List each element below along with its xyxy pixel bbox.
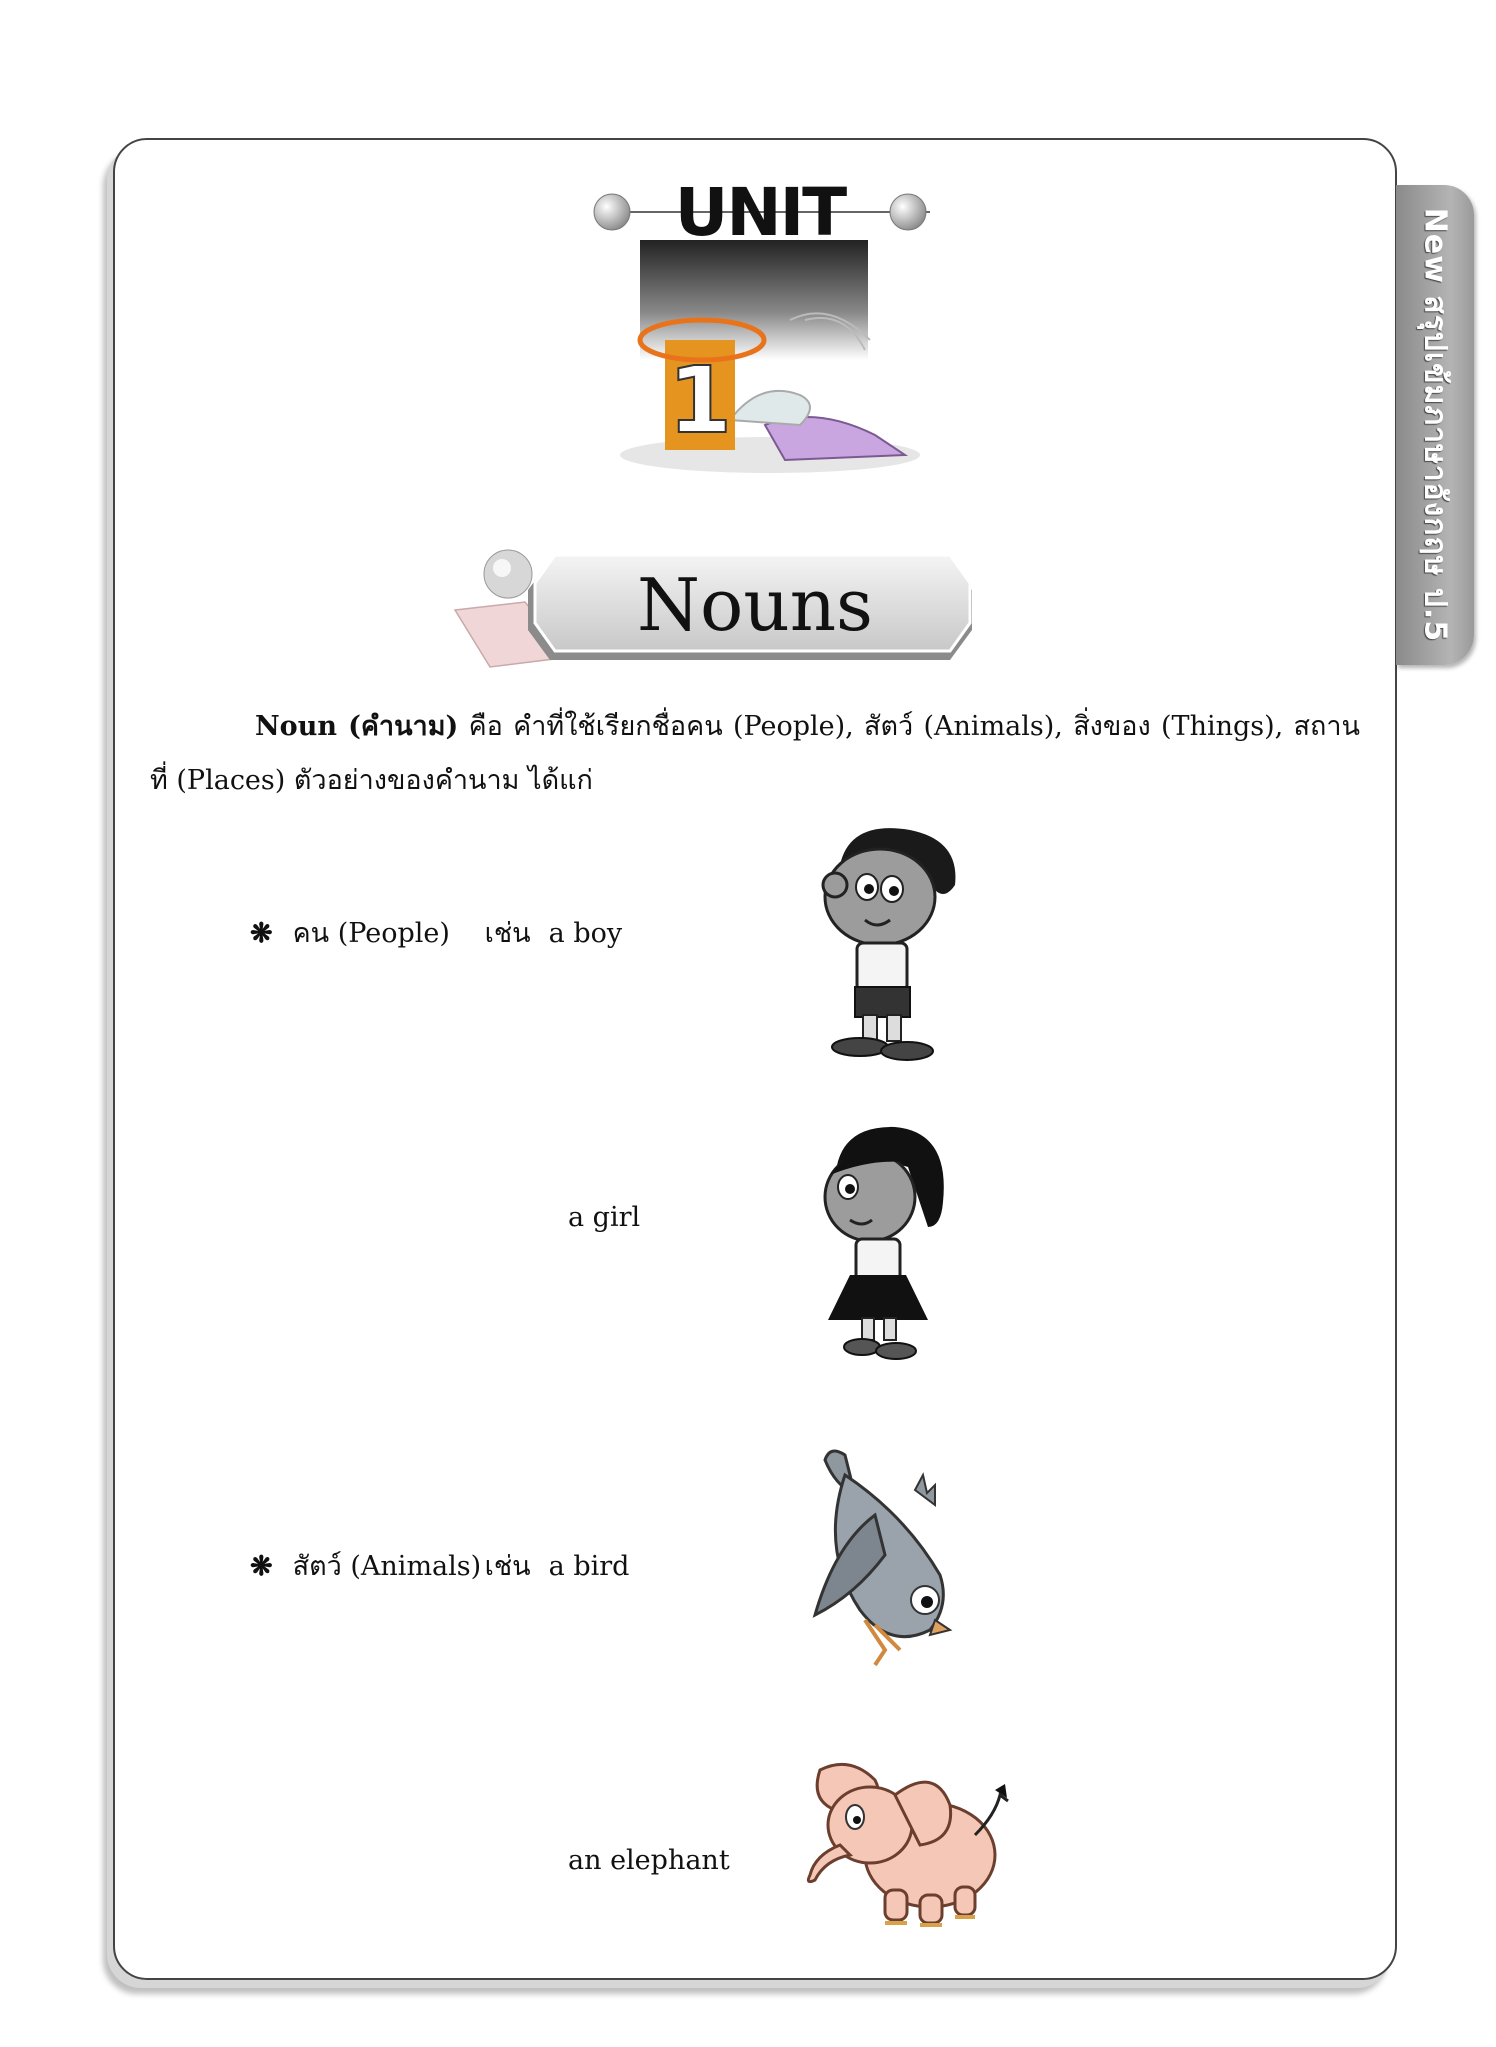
example-row-bird [250, 1544, 629, 1587]
girl-illustration [820, 1125, 945, 1365]
example-row-girl [568, 1202, 640, 1233]
unit-number: 1 [667, 347, 733, 454]
intro-term: Noun (คำนาม) [255, 711, 459, 742]
unit-label: UNIT [674, 174, 846, 251]
side-tab-text: New สรุปเข้มภาษาอังกฤษ ป.5 [1417, 207, 1453, 643]
bullet-star-icon: ❋ [250, 1551, 273, 1582]
category-animals: สัตว์ (Animals) [292, 1551, 482, 1582]
example-row-elephant [568, 1845, 730, 1876]
example-word: an elephant [568, 1845, 730, 1876]
category-people: คน (People) [292, 918, 450, 949]
prefix-chen: เช่น [484, 1551, 531, 1582]
page-title: Nouns [636, 563, 874, 647]
elephant-illustration [800, 1755, 1015, 1935]
example-word: a girl [568, 1202, 641, 1233]
example-row-boy [250, 911, 622, 954]
prefix-chen: เช่น [484, 918, 531, 949]
example-word: a bird [548, 1551, 630, 1582]
unit-graphic [590, 170, 950, 480]
side-tab [1396, 185, 1474, 665]
intro-text: คือ คำที่ใช้เรียกชื่อคน (People), สัตว์ (Animals), สิ่งของ (Things), สถานที่ (Places) ตัวอย่างของคำนาม ได้แก่ [150, 711, 1360, 796]
intro-paragraph [150, 700, 1360, 808]
bullet-star-icon: ❋ [250, 918, 273, 949]
example-word: a boy [548, 918, 623, 949]
bird-illustration [805, 1445, 975, 1675]
boy-illustration [815, 825, 965, 1065]
